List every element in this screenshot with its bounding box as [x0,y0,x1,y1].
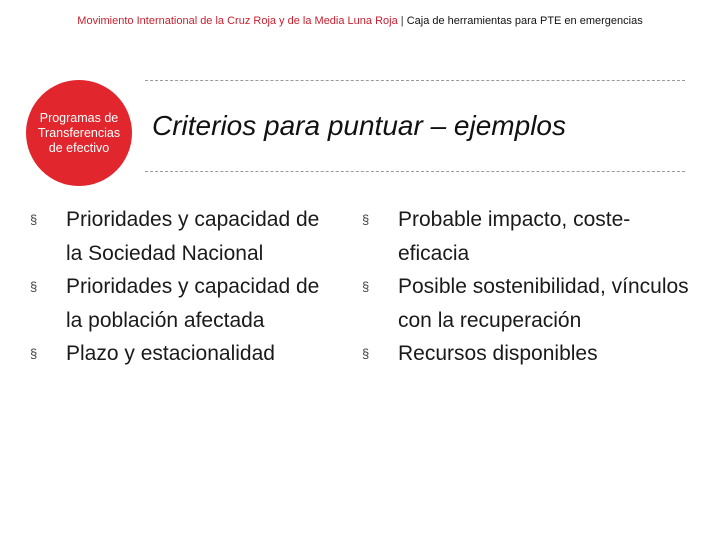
bullet-icon: § [30,279,38,294]
list-item [362,270,692,337]
list-item-text: Prioridades y capacidad de la Sociedad Nacional [66,208,320,265]
badge-line-3: de efectivo [48,140,110,155]
header-toolkit: Caja de herramientas para PTE en emergencias [406,15,643,27]
list-item-text: Probable impacto, coste-eficacia [398,208,631,265]
list-item-text: Recursos disponibles [398,342,598,365]
bullet-icon: § [30,212,38,227]
bullet-icon: § [362,346,370,361]
section-badge-label [27,111,131,156]
list-item [362,337,692,371]
header-separator: | [400,15,404,27]
top-dashed-divider [145,80,685,81]
bullet-icon: § [362,212,370,227]
list-item-text: Posible sostenibilidad, vínculos con la recuperación [398,275,689,332]
right-bullet-list [362,203,692,371]
header-bar [0,15,720,27]
bottom-dashed-divider [145,171,685,172]
badge-line-2: Transferencias [37,125,121,140]
list-item [30,337,335,371]
bullet-icon: § [30,346,38,361]
list-item [362,203,692,270]
list-item-text: Plazo y estacionalidad [66,342,275,365]
bullet-icon: § [362,279,370,294]
list-item [30,270,335,337]
left-bullet-list [30,203,335,371]
section-badge [26,80,132,186]
list-item-text: Prioridades y capacidad de la población afectada [66,275,320,332]
badge-line-1: Programas de [39,110,119,125]
header-org: Movimiento International de la Cruz Roja y de la Media Luna Roja [77,15,398,27]
slide-title: Criterios para puntuar – ejemplos [152,110,566,141]
list-item [30,203,335,270]
